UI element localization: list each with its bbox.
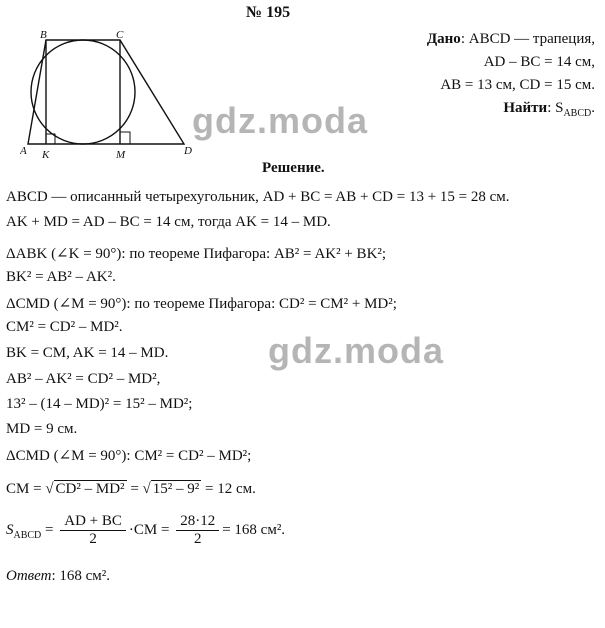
given-block [427,28,595,125]
watermark-top: gdz.moda [192,100,368,141]
sqrt-radicand-2: 15² – 9² [152,481,200,497]
solution-line-8: AB² – AK² = CD² – MD², [6,371,161,387]
given-line-2: AD – BC = 14 см, [483,54,595,70]
sqrt-radicand-1: CD² – MD² [55,481,125,497]
find-label: Найти [503,100,548,116]
vertex-a: A [20,145,27,157]
given-line-3: AB = 13 см, CD = 15 см. [440,77,595,93]
fraction-1: $\frac{AD + BC}{2}$ [60,513,126,548]
solution-line-6: CM² = CD² – MD². [6,319,123,335]
vertex-d: D [184,145,192,157]
solution-line-5: ΔCMD (∠M = 90°): по теореме Пифагора: CD² = CM² + MD²; [6,296,397,312]
vertex-c: C [116,29,124,41]
answer-label: Ответ [6,568,52,584]
solution-line-11: ΔCMD (∠M = 90°): CM² = CD² – MD²; [6,448,252,464]
solution-line-4: BK² = AB² – AK². [6,269,116,285]
fraction-2: $\frac{28\cdot 12}{2}$ [176,513,219,548]
sqrt-symbol: √ [45,481,54,497]
solution-line-9: 13² – (14 – MD)² = 15² – MD²; [6,396,193,412]
problem-number: № 195 [246,4,291,21]
trapezoid-figure [20,28,200,160]
vertex-b: B [40,29,47,41]
watermark-middle: gdz.moda [268,330,444,371]
sqrt-symbol: √ [142,481,151,497]
given-line-1: Дано: ABCD — трапеция, [426,31,595,47]
cm-formula: CM = √ CD² – MD² = √ 15² – 9² = 12 см. [6,481,256,497]
vertex-k: K [42,149,50,160]
area-formula: $S_{ABCD}$ = $\frac{AD + BC}{2}$ ·CM = $\frac{28\cdot 12}{2}$ = 168 см². [6,513,286,547]
solution-line-3: ΔABK (∠K = 90°): по теореме Пифагора: AB² = AK² + BK²; [6,246,387,262]
solution-line-10: MD = 9 см. [6,421,78,437]
solution-line-1: ABCD — описанный четырехугольник, AD + BC = AB + CD = 13 + 15 = 28 см. [6,189,510,205]
given-label: Дано [426,31,461,47]
solution-line-7: BK = CM, AK = 14 – MD. [6,345,169,361]
find-line: Найти: $S_{ABCD}$. [503,100,595,119]
solution-heading: Решение. [262,160,325,176]
solution-line-2: AK + MD = AD – BC = 14 см, тогда AK = 14 – MD. [6,214,331,230]
vertex-m: M [116,149,126,160]
answer-line: Ответ: 168 см². [6,568,111,584]
